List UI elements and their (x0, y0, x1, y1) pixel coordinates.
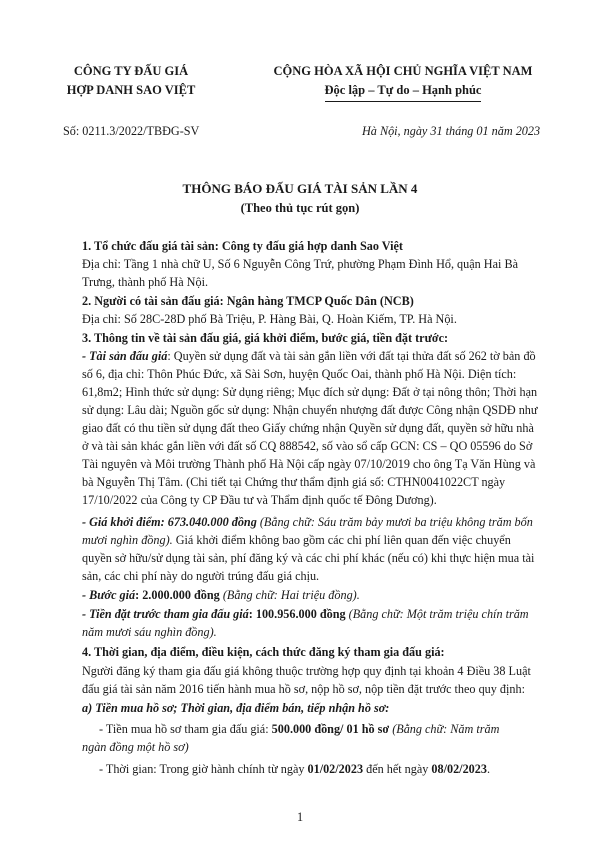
company-name-line2: HỢP DANH SAO VIỆT (66, 83, 196, 97)
document-title: THÔNG BÁO ĐẤU GIÁ TÀI SẢN LẦN 4 (182, 181, 418, 196)
deposit-line1: - Tiền đặt trước tham gia đấu giá: 100.956.000 đồng (Bằng chữ: Một trăm triệu chín trăm (82, 607, 529, 621)
asset-line3: 61,8m2; Hình thức sử dụng: Sử dụng riêng; Mục đích sử dụng: Đất ở tại nông thôn; Thời hạn (82, 385, 538, 399)
document-subtitle: (Theo thủ tục rút gọn) (240, 201, 360, 215)
asset-line6: ở và tài sản khác gắn liền với đất số CQ 888542, số vào sổ cấp GCN: CS – QO 05596 do Sở (82, 439, 533, 453)
asset-line9: 17/10/2022 của Công ty CP Đầu tư và Thẩm định quốc tế Đông Dương). (82, 493, 437, 507)
deposit-label: - Tiền đặt trước tham gia đấu giá (82, 607, 249, 621)
section2-address: Địa chỉ: Số 28C-28D phố Bà Triệu, P. Hàng Bài, Q. Hoàn Kiếm, TP. Hà Nội. (82, 312, 457, 326)
section4-intro-line1: Người đăng ký tham gia đấu giá không thuộc trường hợp quy định tại khoản 4 Điều 38 Luật (82, 664, 531, 678)
sale-end-date: 08/02/2023 (431, 762, 487, 776)
asset-line7: Tài nguyên và Môi trường Thành phố Hà Nội cấp ngày 07/10/2019 cho ông Tạ Văn Hùng và (82, 457, 536, 471)
asset-line2: số 6, địa chỉ: Thôn Phúc Đức, xã Sài Sơn, huyện Quốc Oai, thành phố Hà Nội. Diện tích: (82, 367, 517, 381)
starting-price: - Giá khởi điểm: 673.040.000 đồng (82, 515, 257, 529)
sale-start-date: 01/02/2023 (307, 762, 364, 776)
starting-price-line1: - Giá khởi điểm: 673.040.000 đồng (Bằng chữ: Sáu trăm bảy mươi ba triệu không trăm bốn (82, 515, 533, 529)
deposit-line2: năm mươi sáu nghìn đồng). (82, 625, 217, 639)
price-step-value: : 2.000.000 đồng (135, 588, 220, 602)
section4-intro-line2: đấu giá tài sản năm 2016 tiến hành mua hồ sơ, nộp hồ sơ, nộp tiền đặt trước theo quy định: (82, 682, 525, 696)
document-fee-value: 500.000 đồng/ 01 hồ sơ (271, 722, 390, 736)
document-fee-line1: - Tiền mua hồ sơ tham gia đấu giá: 500.000 đồng/ 01 hồ sơ (Bằng chữ: Năm trăm (99, 722, 500, 736)
starting-price-line4: sản, các chi phí này do người trúng đấu giá chịu. (82, 569, 320, 583)
asset-line1: - Tài sản đấu giá: Quyền sử dụng đất và tài sản gắn liền với đất tại thửa đất số 262 tờ bản đồ (82, 349, 536, 363)
section4a-heading: a) Tiền mua hồ sơ; Thời gian, địa điểm bán, tiếp nhận hồ sơ: (82, 701, 390, 715)
starting-price-line2: mươi nghìn đồng). Giá khởi điểm không bao gồm các chi phí liên quan đến việc chuyển (82, 533, 511, 547)
section1-address-line1: Địa chỉ: Tầng 1 nhà chữ U, Số 6 Nguyễn Công Trứ, phường Phạm Đình Hổ, quận Hai Bà (82, 257, 518, 271)
national-header (268, 62, 538, 102)
section4-heading: 4. Thời gian, địa điểm, điều kiện, cách thức đăng ký tham gia đấu giá: (82, 645, 445, 659)
price-step-label: - Bước giá (82, 588, 136, 602)
asset-line5: giao đất có thu tiền sử dụng đất theo Giấy chứng nhận Quyền sử dụng đất, quyền sở hữu nhà (82, 421, 534, 435)
place-date: Hà Nội, ngày 31 tháng 01 năm 2023 (362, 124, 541, 138)
section1-address-line2: Trưng, thành phố Hà Nội. (82, 275, 208, 289)
section2-heading: 2. Người có tài sản đấu giá: Ngân hàng TMCP Quốc Dân (NCB) (82, 294, 414, 308)
page-number: 1 (296, 810, 304, 824)
section1-heading: 1. Tổ chức đấu giá tài sản: Công ty đấu giá hợp danh Sao Việt (82, 239, 403, 253)
document-number: Số: 0211.3/2022/TBĐG-SV (63, 124, 200, 138)
company-header (62, 62, 200, 100)
asset-line8: bà Nguyễn Thị Tâm. (Chi tiết tại Chứng thư thẩm định giá số: CTHN0041022CT ngày (82, 475, 506, 489)
sale-time-line: - Thời gian: Trong giờ hành chính từ ngày 01/02/2023 đến hết ngày 08/02/2023. (99, 762, 490, 776)
national-title: CỘNG HÒA XÃ HỘI CHỦ NGHĨA VIỆT NAM (273, 64, 533, 78)
national-motto: Độc lập – Tự do – Hạnh phúc (325, 81, 482, 102)
asset-line4: sử dụng: Lâu dài; Nguồn gốc sử dụng: Nhận chuyển nhượng đất được Công nhận QSDĐ như (82, 403, 538, 417)
document-fee-line2: ngàn đồng một hồ sơ) (82, 740, 189, 754)
price-step-line: - Bước giá: 2.000.000 đồng (Bằng chữ: Hai triệu đồng). (82, 588, 360, 602)
starting-price-line3: quyền sở hữu/sử dụng tài sản, phí đăng ký và các chi phí khác (nếu có) khi thực hiện mua tài (82, 551, 535, 565)
asset-label: - Tài sản đấu giá (82, 349, 168, 363)
company-name-line1: CÔNG TY ĐẤU GIÁ (73, 64, 189, 78)
section3-heading: 3. Thông tin về tài sản đấu giá, giá khởi điểm, bước giá, tiền đặt trước: (82, 331, 449, 345)
deposit-value: : 100.956.000 đồng (248, 607, 346, 621)
